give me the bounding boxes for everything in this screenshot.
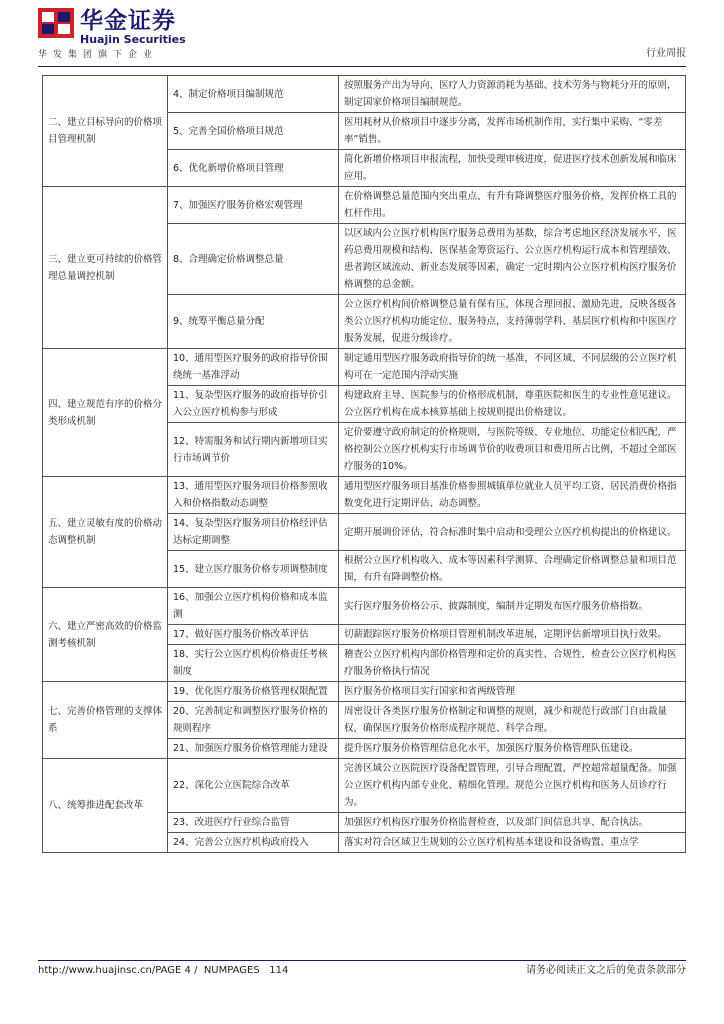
description-cell: 制定通用型医疗服务政府指导价的统一基准，不同区域、不同层级的公立医疗机构可在一定范围内浮动实施 — [339, 349, 686, 386]
table-row — [43, 682, 686, 702]
description-cell: 实行医疗服务价格公示、披露制度，编制并定期发布医疗服务价格指数。 — [339, 588, 686, 625]
category-cell: 七、完善价格管理的支撑体系 — [43, 682, 168, 759]
website-link[interactable]: http://www.huajinsc.cn/ — [38, 965, 156, 976]
measure-cell: 13、通用型医疗服务项目价格参照收入和价格指数动态调整 — [168, 477, 339, 514]
measure-cell: 11、复杂型医疗服务的政府指导价引入公立医疗机构参与形成 — [168, 386, 339, 423]
description-cell: 医疗服务价格项目实行国家和省两级管理 — [339, 682, 686, 702]
measure-cell: 5、完善全国价格项目规范 — [168, 113, 339, 150]
group-tagline: 华发集团旗下企业 — [38, 50, 159, 60]
description-cell: 根据公立医疗机构收入、成本等因素科学测算、合理确定价格调整总量和项目范围，有升有降调整价格。 — [339, 551, 686, 588]
measure-cell: 16、加强公立医疗机构价格和成本监测 — [168, 588, 339, 625]
category-cell: 六、建立严密高效的价格监测考核机制 — [43, 588, 168, 682]
measure-cell: 20、完善制定和调整医疗服务价格的规则程序 — [168, 702, 339, 739]
description-cell: 医用耗材从价格项目中逐步分离，发挥市场机制作用，实行集中采购、“零差率”销售。 — [339, 113, 686, 150]
description-cell: 加强医疗机构医疗服务价格监督检查，以及部门间信息共享、配合执法。 — [339, 813, 686, 833]
huajin-logo-icon — [38, 8, 74, 38]
category-cell: 三、建立更可持续的价格管理总量调控机制 — [43, 187, 168, 349]
page-label: PAGE 4 / — [155, 965, 198, 976]
description-cell: 以区域内公立医疗机构医疗服务总费用为基数，综合考虑地区经济发展水平、医药总费用规模和结构、医保基金筹资运行、公立医疗机构运行成本和管理绩效、患者跨区域流动、新业态发展等因素，确定一定时期内公立医疗机构医疗服务价格调整的总金额。 — [339, 224, 686, 295]
description-cell: 公立医疗机构间价格调整总量有保有压，体现合理回报、激励先进，反映各级各类公立医疗机构功能定位、服务特点，支持薄弱学科、基层医疗机构和中医医疗服务发展，促进分级诊疗。 — [339, 295, 686, 349]
numpages-field: NUMPAGES — [203, 965, 260, 976]
measure-cell: 6、优化新增价格项目管理 — [168, 150, 339, 187]
description-cell: 在价格调整总量范围内突出重点、有升有降调整医疗服务价格，发挥价格工具的杠杆作用。 — [339, 187, 686, 224]
measure-cell: 10、通用型医疗服务的政府指导价围绕统一基准浮动 — [168, 349, 339, 386]
description-cell: 通用型医疗服务项目基准价格参照城镇单位就业人员平均工资、居民消费价格指数变化进行定期评估、动态调整。 — [339, 477, 686, 514]
measure-cell: 19、优化医疗服务价格管理权限配置 — [168, 682, 339, 702]
description-cell: 切薪跟踪医疗服务价格项目管理机制改革进展，定期评估新增项目执行效果。 — [339, 625, 686, 645]
header-divider — [38, 66, 686, 67]
category-cell: 八、统筹推进配套改革 — [43, 759, 168, 853]
description-cell: 完善区域公立医院医疗设备配置管理，引导合理配置，严控超常超量配备。加强公立医疗机构内部专业化、精细化管理。规范公立医疗机构和医务人员诊疗行为。 — [339, 759, 686, 813]
measure-cell: 8、合理确定价格调整总量 — [168, 224, 339, 295]
description-cell: 按照服务产出为导向、医疗人力资源消耗为基础、技术劳务与物耗分开的原则，制定国家价格项目编制规范。 — [339, 76, 686, 113]
policy-table — [42, 75, 686, 853]
page-header — [38, 8, 686, 66]
table-row — [43, 588, 686, 625]
description-cell: 落实对符合区域卫生规划的公立医疗机构基本建设和设备购置、重点学 — [339, 833, 686, 853]
page-total: 114 — [269, 965, 289, 976]
category-cell: 五、建立灵敏有度的价格动态调整机制 — [43, 477, 168, 588]
table-row — [43, 76, 686, 113]
report-type: 行业周报 — [646, 48, 686, 59]
brand-name-en: Huajin Securities — [80, 33, 186, 46]
measure-cell: 24、完善公立医疗机构政府投入 — [168, 833, 339, 853]
table-row — [43, 759, 686, 813]
category-cell: 四、建立规范有序的价格分类形成机制 — [43, 349, 168, 477]
measure-cell: 12、特需服务和试行期内新增项目实行市场调节价 — [168, 423, 339, 477]
description-cell: 提升医疗服务价格管理信息化水平，加强医疗服务价格管理队伍建设。 — [339, 739, 686, 759]
measure-cell: 4、制定价格项目编制规范 — [168, 76, 339, 113]
description-cell: 构建政府主导、医院参与的价格形成机制，尊重医院和医生的专业性意见建议。公立医疗机构在成本核算基础上按规则提出价格建议。 — [339, 386, 686, 423]
description-cell: 定价要遵守政府制定的价格规则，与医院等级、专业地位、功能定位相匹配，严格控制公立医疗机构实行市场调节价的收费项目和费用所占比例，不超过全部医疗服务的10%。 — [339, 423, 686, 477]
measure-cell: 14、复杂型医疗服务项目价格经评估达标定期调整 — [168, 514, 339, 551]
footer-page-info — [38, 964, 288, 978]
table-row — [43, 477, 686, 514]
brand-name-cn: 华金证券 — [80, 8, 176, 34]
measure-cell: 17、做好医疗服务价格改革评估 — [168, 625, 339, 645]
footer-divider — [38, 960, 686, 961]
description-cell: 简化新增价格项目申报流程，加快受理审核进度，促进医疗技术创新发展和临床应用。 — [339, 150, 686, 187]
description-cell: 稽查公立医疗机构内部价格管理和定价的真实性、合规性，检查公立医疗机构医疗服务价格执行情况 — [339, 645, 686, 682]
measure-cell: 22、深化公立医院综合改革 — [168, 759, 339, 813]
table-row — [43, 349, 686, 386]
measure-cell: 7、加强医疗服务价格宏观管理 — [168, 187, 339, 224]
measure-cell: 15、建立医疗服务价格专项调整制度 — [168, 551, 339, 588]
measure-cell: 9、统筹平衡总量分配 — [168, 295, 339, 349]
measure-cell: 21、加强医疗服务价格管理能力建设 — [168, 739, 339, 759]
disclaimer-note: 请务必阅读正文之后的免责条款部分 — [526, 965, 686, 976]
measure-cell: 18、实行公立医疗机构价格责任考核制度 — [168, 645, 339, 682]
description-cell: 定期开展调价评估，符合标准时集中启动和受理公立医疗机构提出的价格建议。 — [339, 514, 686, 551]
description-cell: 周密设计各类医疗服务价格制定和调整的规则，减少和规范行政部门自由裁量权，确保医疗服务价格形成程序规范、科学合理。 — [339, 702, 686, 739]
category-cell: 二、建立目标导向的价格项目管理机制 — [43, 76, 168, 187]
table-row — [43, 187, 686, 224]
measure-cell: 23、改进医疗行业综合监管 — [168, 813, 339, 833]
